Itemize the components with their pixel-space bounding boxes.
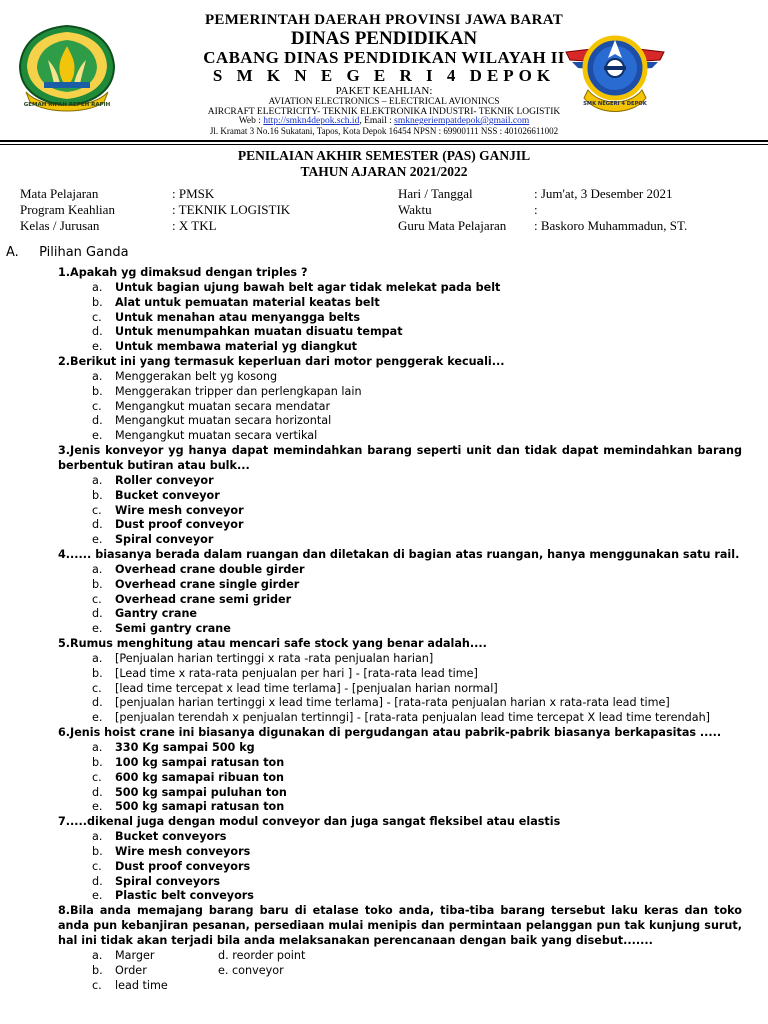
email-link[interactable]: smknegeriempatdepok@gmail.com (394, 116, 530, 126)
option-1c: c. Untuk menahan atau menyangga belts (92, 310, 361, 324)
question-1: 1.Apakah yg dimaksud dengan triples ? (58, 266, 308, 279)
option-7d: d. Spiral conveyors (92, 874, 221, 888)
question-text: Apakah yg dimaksud dengan triples ? (70, 266, 308, 279)
option-2a: a. Menggerakan belt yg kosong (92, 369, 278, 383)
question-7: 7.....dikenal juga dengan modul conveyor dan juga sangat fleksibel atau elastis (58, 815, 561, 829)
header-branch: CABANG DINAS PENDIDIKAN WILAYAH II (203, 48, 565, 67)
header-divider-thin (0, 144, 768, 145)
question-text: Rumus menghitung atau mencari safe stock yang benar adalah.... (70, 637, 487, 651)
question-list (58, 266, 742, 993)
option-4c: c. Overhead crane semi grider (92, 592, 292, 606)
option-1e: e. Untuk membawa material yg diangkut (92, 340, 358, 354)
option-5d: d. [penjualan harian tertinggi x lead time terlama] - [rata-rata penjualan harian x rata-rata lead time] (92, 696, 670, 710)
header-contact (100, 116, 668, 126)
question-text: Jenis hoist crane ini biasanya digunakan di pergudangan atau pabrik-pabrik biasanya berkapasitas ..... (70, 726, 722, 740)
info-value-class: : X TKL (172, 218, 217, 233)
option-2c: c. Mengangkut muatan secara mendatar (92, 399, 331, 413)
info-right-values (534, 186, 687, 234)
option-3a: a. Roller conveyor (92, 473, 214, 487)
option-1d: d. Untuk menumpahkan muatan disuatu tempat (92, 325, 403, 339)
option-3d: d. Dust proof conveyor (92, 518, 244, 532)
info-left-labels (20, 186, 115, 234)
option-3b: b. Bucket conveyor (92, 488, 220, 502)
info-label-time: Waktu (398, 202, 432, 217)
option-5c: c. [lead time tercepat x lead time terlama] - [penjualan harian normal] (92, 681, 498, 695)
question-6: 6.Jenis hoist crane ini biasanya digunakan di pergudangan atau pabrik-pabrik biasanya berkapasitas ..... (58, 726, 722, 740)
option-7e: e. Plastic belt conveyors (92, 889, 254, 903)
option-3c: c. Wire mesh conveyor (92, 503, 244, 517)
info-right-labels (398, 186, 506, 234)
info-left-values (172, 186, 290, 234)
option-4e: e. Semi gantry crane (92, 622, 231, 636)
logo-text: SMK NEGERI 4 DEPOK (583, 101, 647, 107)
option-7b: b. Wire mesh conveyors (92, 844, 251, 858)
header-address: Jl. Kramat 3 No.16 Sukatani, Tapos, Kota Depok 16454 NPSN : 69900111 NSS : 401026611002 (209, 126, 559, 136)
header-program-label: PAKET KEAHLIAN: (335, 85, 433, 97)
option-8a-8d: a. Marger d. reorder point (92, 948, 306, 962)
header-school-name: S M K N E G E R I 4 DEPOK (212, 66, 556, 85)
exam-title-line-1: PENILAIAN AKHIR SEMESTER (PAS) GANJIL (237, 148, 531, 163)
website-link[interactable]: http://smkn4depok.sch.id (263, 116, 360, 126)
question-8: 8.Bila anda memajang barang baru di etalase toko anda, tiba-tiba barang tersebut laku keras dan toko anda pun kebanjiran pesanan, persediaan mulai menipis dan permintaan pelanggan pun tak kunjung surut, hal ini tidak akan terjadi bila anda melaksanakan perencanaan dengan baik yang disebut....... (58, 904, 742, 947)
header-divider-thick (0, 140, 768, 142)
question-4: 4...... biasanya berada dalam ruangan dan diletakan di bagian atas ruangan, hanya menggunakan satu rail. (58, 548, 740, 562)
header-department: DINAS PENDIDIKAN (290, 28, 478, 49)
option-5e: e. [penjualan terendah x penjualan tertinngi] - [rata-rata penjualan lead time tercepat X lead time terendah] (92, 711, 711, 725)
logo-motto: GEMAH RIPAH REPEH RAPIH (23, 102, 111, 108)
header-government: PEMERINTAH DAERAH PROVINSI JAWA BARAT (204, 12, 564, 28)
question-text: ..... biasanya berada dalam ruangan dan diletakan di bagian atas ruangan, hanya menggunakan satu rail. (70, 548, 740, 562)
header-program-1: AVIATION ELECTRONICS – ELECTRICAL AVIONINCS (268, 97, 500, 107)
option-5a: a. [Penjualan harian tertinggi x rata -rata penjualan harian] (92, 651, 434, 665)
question-text: Berikut ini yang termasuk keperluan dari motor penggerak kecuali... (70, 355, 505, 369)
option-6c: c. 600 kg samapai ribuan ton (92, 770, 285, 784)
option-2b: b. Menggerakan tripper dan perlengkapan lain (92, 384, 362, 398)
letterhead (0, 0, 768, 140)
web-label: Web : (238, 116, 264, 126)
question-3: 3.Jenis konveyor yg hanya dapat memindahkan barang seperti unit dan tidak dapat memindahkan barang berbentuk butiran atau bulk... (58, 444, 742, 472)
exam-title (0, 148, 768, 180)
info-label-program: Program Keahlian (20, 202, 115, 217)
info-value-date: : Jum'at, 3 Desember 2021 (534, 186, 673, 201)
info-value-subject: : PMSK (172, 186, 215, 201)
option-1a: a. Untuk bagian ujung bawah belt agar tidak melekat pada belt (92, 280, 501, 294)
option-8b-8e: b. Order e. conveyor (92, 963, 284, 977)
info-label-teacher: Guru Mata Pelajaran (398, 218, 507, 233)
option-6d: d. 500 kg sampai puluhan ton (92, 785, 287, 799)
option-6a: a. 330 Kg sampai 500 kg (92, 741, 255, 754)
option-7a: a. Bucket conveyors (92, 830, 227, 844)
question-2: 2.Berikut ini yang termasuk keperluan dari motor penggerak kecuali... (58, 355, 505, 369)
option-4a: a. Overhead crane double girder (92, 562, 305, 576)
exam-title-line-2: TAHUN AJARAN 2021/2022 (300, 164, 468, 179)
section-heading (6, 245, 129, 260)
option-3e: e. Spiral conveyor (92, 533, 214, 547)
question-text: ....dikenal juga dengan modul conveyor dan juga sangat fleksibel atau elastis (70, 815, 561, 829)
section-title: Pilihan Ganda (39, 245, 129, 260)
option-6e: e. 500 kg samapi ratusan ton (92, 800, 285, 814)
email-label: , Email : (359, 116, 395, 126)
info-value-time: : (534, 202, 538, 217)
info-label-subject: Mata Pelajaran (20, 186, 99, 201)
info-label-class: Kelas / Jurusan (20, 218, 100, 233)
option-2e: e. Mengangkut muatan secara vertikal (92, 429, 318, 443)
question-text: Jenis konveyor yg hanya dapat memindahkan barang seperti unit dan tidak dapat memindahkan barang berbentuk butiran atau bulk... (58, 444, 742, 472)
option-2d: d. Mengangkut muatan secara horizontal (92, 414, 332, 428)
option-6b: b. 100 kg sampai ratusan ton (92, 755, 285, 769)
option-5b: b. [Lead time x rata-rata penjualan per hari ] - [rata-rata lead time] (92, 666, 478, 680)
option-8c: c. lead time (92, 978, 168, 992)
info-value-teacher: : Baskoro Muhammadun, ST. (534, 218, 688, 233)
option-4d: d. Gantry crane (92, 607, 197, 621)
question-5: 5.Rumus menghitung atau mencari safe stock yang benar adalah.... (58, 637, 487, 651)
section-letter: A. (6, 245, 19, 260)
info-label-date: Hari / Tanggal (398, 186, 473, 201)
header-program-2: AIRCRAFT ELECTRICITY- TEKNIK ELEKTRONIKA INDUSTRI- TEKNIK LOGISTIK (207, 107, 561, 117)
info-value-program: : TEKNIK LOGISTIK (172, 202, 291, 217)
question-text: Bila anda memajang barang baru di etalase toko anda, tiba-tiba barang tersebut laku keras dan toko anda pun kebanjiran pesanan, persediaan mulai menipis dan permintaan pelanggan pun tak kunjung surut, hal ini tidak akan terjadi bila anda melaksanakan perencanaan dengan baik yang disebut....... (58, 904, 742, 947)
option-1b: b. Alat untuk pemuatan material keatas belt (92, 295, 380, 309)
option-4b: b. Overhead crane single girder (92, 577, 300, 591)
option-7c: c. Dust proof conveyors (92, 859, 251, 873)
